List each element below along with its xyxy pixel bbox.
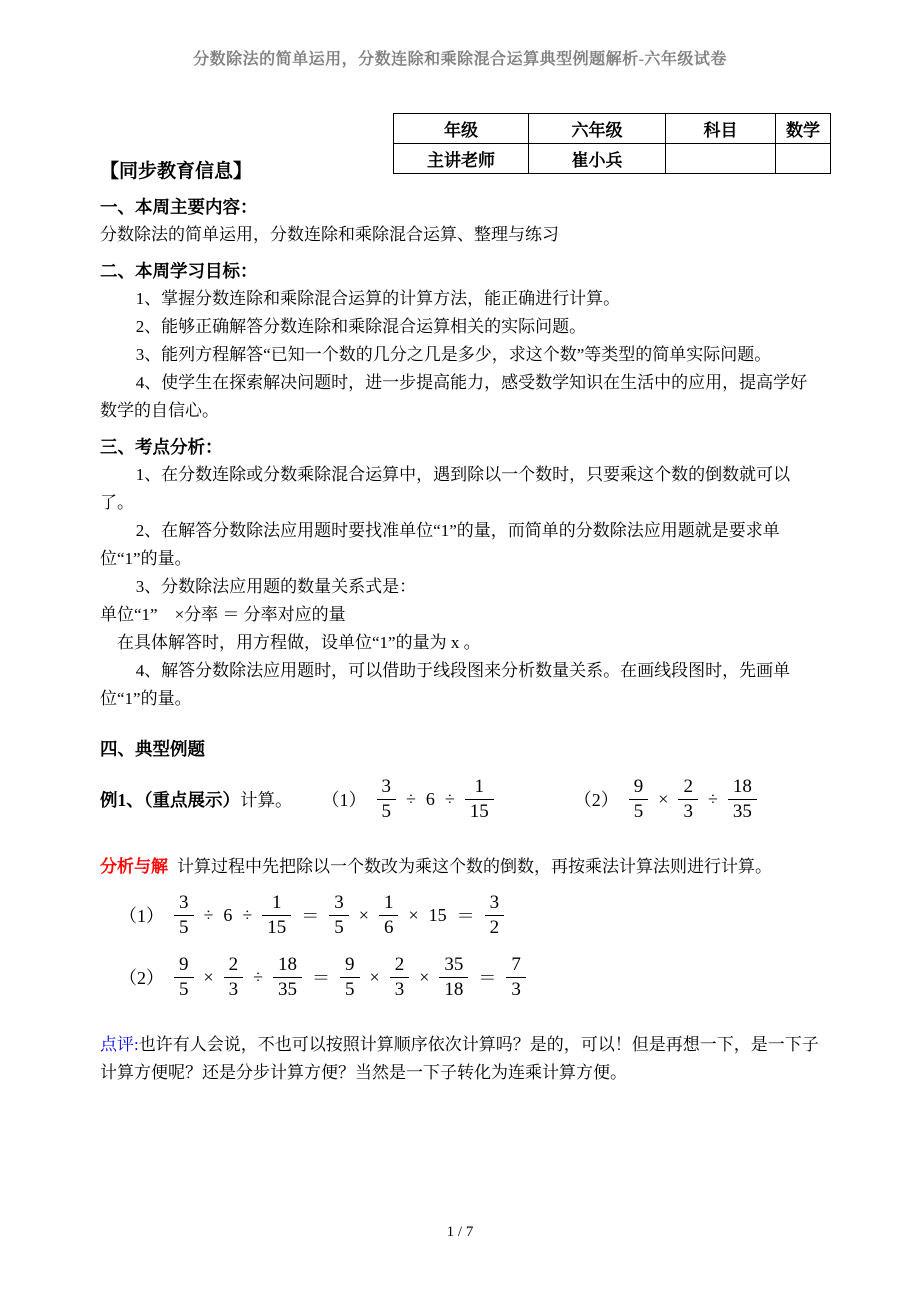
math-token: ＝ xyxy=(478,968,497,988)
section4-heading: 四、典型例题 xyxy=(100,739,205,759)
example1-label: 例1、（重点展示） xyxy=(100,789,240,810)
math-token: 6 xyxy=(223,904,233,925)
math-token: ÷ xyxy=(444,788,455,809)
subject-value-cell: 数学 xyxy=(776,114,831,144)
comment-text: 也许有人会说，不也可以按照计算顺序依次计算吗？是的，可以！但是再想一下，是一下子计算方便呢？还是分步计算方便？当然是一下子转化为连乘计算方便。 xyxy=(100,1035,819,1082)
teacher-label-cell: 主讲老师 xyxy=(394,144,529,174)
relation-formula: 单位“1” ×分率 ＝ 分率对应的量 xyxy=(100,605,346,624)
fraction: $\frac{1}{15}$ xyxy=(465,776,494,823)
fraction: $\frac{18}{35}$ xyxy=(273,954,302,1001)
math-token: （1） xyxy=(119,906,164,926)
solution-step-1 xyxy=(100,887,820,943)
math-token: ＝ xyxy=(312,968,331,988)
solution-label: 分析与解 xyxy=(100,857,168,876)
example1-expression-2 xyxy=(569,776,762,823)
comment-paragraph xyxy=(100,1031,820,1087)
goal-item: 2、能够正确解答分数连除和乘除混合运算相关的实际问题。 xyxy=(135,317,587,336)
grade-label-cell: 年级 xyxy=(394,114,529,144)
math-token: ÷ xyxy=(253,966,264,987)
document-title: 分数除法的简单运用，分数连除和乘除混合运算典型例题解析-六年级试卷 xyxy=(193,51,727,68)
fraction: $\frac{2}{3}$ xyxy=(390,954,410,1001)
point-item: 3、分数除法应用题的数量关系式是： xyxy=(135,577,417,596)
section1-body: 分数除法的简单运用，分数连除和乘除混合运算、整理与练习 xyxy=(100,225,559,244)
solution-text: 计算过程中先把除以一个数改为乘这个数的倒数，再按乘法计算法则进行计算。 xyxy=(177,857,772,876)
point-item: 2、在解答分数除法应用题时要找准单位“1”的量，而简单的分数除法应用题就是要求单位“1”的量。 xyxy=(100,521,780,568)
goal-item: 4、使学生在探索解决问题时，进一步提高能力，感受数学知识在生活中的应用，提高学好数学的自信心。 xyxy=(100,373,808,420)
fraction: $\frac{9}{5}$ xyxy=(340,954,360,1001)
subject-label-cell: 科目 xyxy=(666,114,776,144)
fraction: $\frac{9}{5}$ xyxy=(629,776,649,823)
math-token: × xyxy=(658,788,669,809)
example1-expression-1 xyxy=(317,776,499,823)
math-token: ÷ xyxy=(242,904,253,925)
example1-instruction: 计算。 xyxy=(240,789,293,810)
math-token: ÷ xyxy=(707,788,718,809)
example1-line xyxy=(100,771,820,827)
solution-paragraph xyxy=(100,853,820,881)
math-token: ＝ xyxy=(456,906,475,926)
math-token: × xyxy=(369,966,380,987)
math-token: × xyxy=(358,904,369,925)
math-token: （1） xyxy=(321,790,367,810)
fraction: $\frac{18}{35}$ xyxy=(728,776,757,823)
fraction: $\frac{3}{5}$ xyxy=(329,892,349,939)
math-token: ÷ xyxy=(406,788,416,809)
math-token: 15 xyxy=(428,904,447,925)
section3-heading: 三、考点分析： xyxy=(100,437,223,457)
section2-heading: 二、本周学习目标： xyxy=(100,261,258,281)
goal-item: 3、能列方程解答“已知一个数的几分之几是多少，求这个数”等类型的简单实际问题。 xyxy=(135,345,772,364)
method-note: 在具体解答时，用方程做，设单位“1”的量为 x 。 xyxy=(117,633,481,652)
table-row xyxy=(394,144,831,174)
comment-label: 点评: xyxy=(100,1035,139,1054)
table-row xyxy=(394,114,831,144)
point-item: 1、在分数连除或分数乘除混合运算中，遇到除以一个数时，只要乘这个数的倒数就可以了。 xyxy=(100,465,791,512)
teacher-value-cell: 崔小兵 xyxy=(529,144,666,174)
fraction: $\frac{1}{15}$ xyxy=(262,892,291,939)
fraction: $\frac{35}{18}$ xyxy=(439,954,468,1001)
fraction: $\frac{3}{2}$ xyxy=(485,892,505,939)
math-token: ÷ xyxy=(203,904,214,925)
grade-value-cell: 六年级 xyxy=(529,114,666,144)
empty-cell xyxy=(776,144,831,174)
math-token: × xyxy=(408,904,419,925)
fraction: $\frac{2}{3}$ xyxy=(678,776,698,823)
math-token: （2） xyxy=(573,790,619,810)
document-body xyxy=(0,159,920,1087)
fraction: $\frac{9}{5}$ xyxy=(174,954,194,1001)
math-token: × xyxy=(419,966,430,987)
section1-heading: 一、本周主要内容： xyxy=(100,197,258,217)
sync-info-heading: 【同步教育信息】 xyxy=(100,161,253,182)
fraction: $\frac{2}{3}$ xyxy=(224,954,244,1001)
empty-cell xyxy=(666,144,776,174)
fraction: $\frac{3}{5}$ xyxy=(174,892,194,939)
goal-item: 1、掌握分数连除和乘除混合运算的计算方法，能正确进行计算。 xyxy=(135,289,621,308)
fraction: $\frac{3}{5}$ xyxy=(377,776,397,823)
math-token: ＝ xyxy=(301,906,320,926)
math-token: （2） xyxy=(119,968,164,988)
course-info-table xyxy=(393,113,831,174)
math-token: × xyxy=(203,966,214,987)
point-item: 4、解答分数除法应用题时，可以借助于线段图来分析数量关系。在画线段图时，先画单位“1”的量。 xyxy=(100,661,791,708)
page-number: 1 / 7 xyxy=(446,1224,474,1240)
fraction: $\frac{1}{6}$ xyxy=(379,892,399,939)
math-token: 6 xyxy=(425,788,435,809)
fraction: $\frac{7}{3}$ xyxy=(506,954,526,1001)
solution-step-2 xyxy=(100,949,820,1005)
